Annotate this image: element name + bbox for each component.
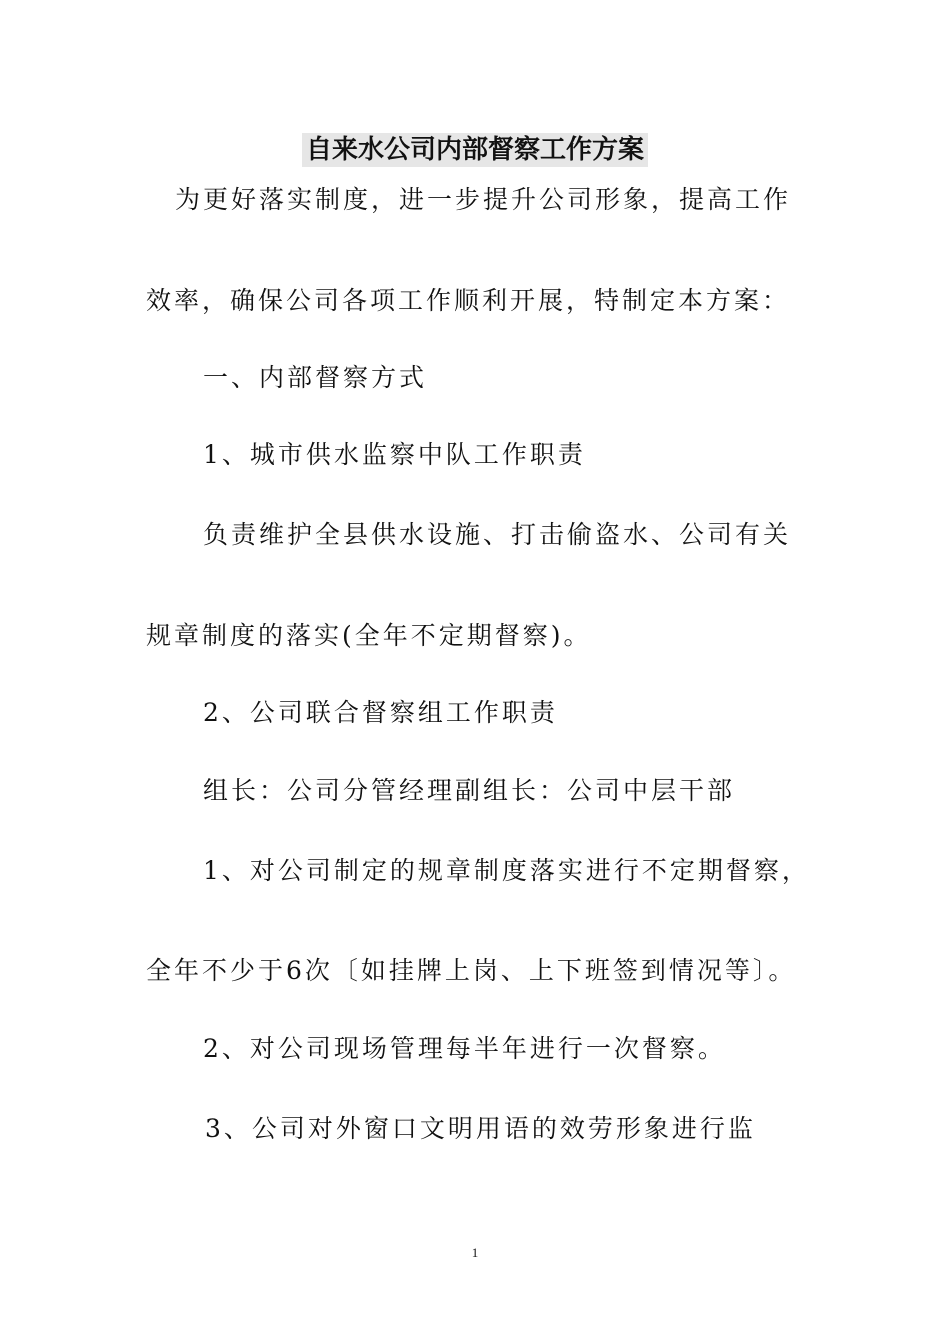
paragraph-line-5: 组长：公司分管经理副组长：公司中层干部: [203, 776, 736, 805]
paragraph-line-6: 1、对公司制定的规章制度落实进行不定期督察，: [203, 856, 810, 885]
paragraph-line-2: 效率，确保公司各项工作顺利开展，特制定本方案：: [146, 286, 791, 315]
paragraph-line-9: 3、公司对外窗口文明用语的效劳形象进行监: [205, 1114, 756, 1143]
paragraph-line-7: 全年不少于6次〔如挂牌上岗、上下班签到情况等〕。: [146, 956, 797, 985]
subsection-heading-2: 2、公司联合督察组工作职责: [203, 698, 558, 727]
subsection-heading-1: 1、城市供水监察中队工作职责: [203, 440, 586, 469]
paragraph-line-8: 2、对公司现场管理每半年进行一次督察。: [203, 1034, 726, 1063]
paragraph-line-3: 负责维护全县供水设施、打击偷盗水、公司有关: [203, 520, 792, 549]
document-title: [0, 128, 950, 172]
paragraph-line-4: 规章制度的落实(全年不定期督察)。: [146, 621, 592, 650]
document-title-text: 自来水公司内部督察工作方案: [302, 133, 648, 167]
paragraph-line-1: 为更好落实制度，进一步提升公司形象，提高工作: [175, 185, 792, 214]
page-number: 1: [471, 1245, 479, 1260]
section-heading-1: 一、内部督察方式: [203, 363, 428, 392]
